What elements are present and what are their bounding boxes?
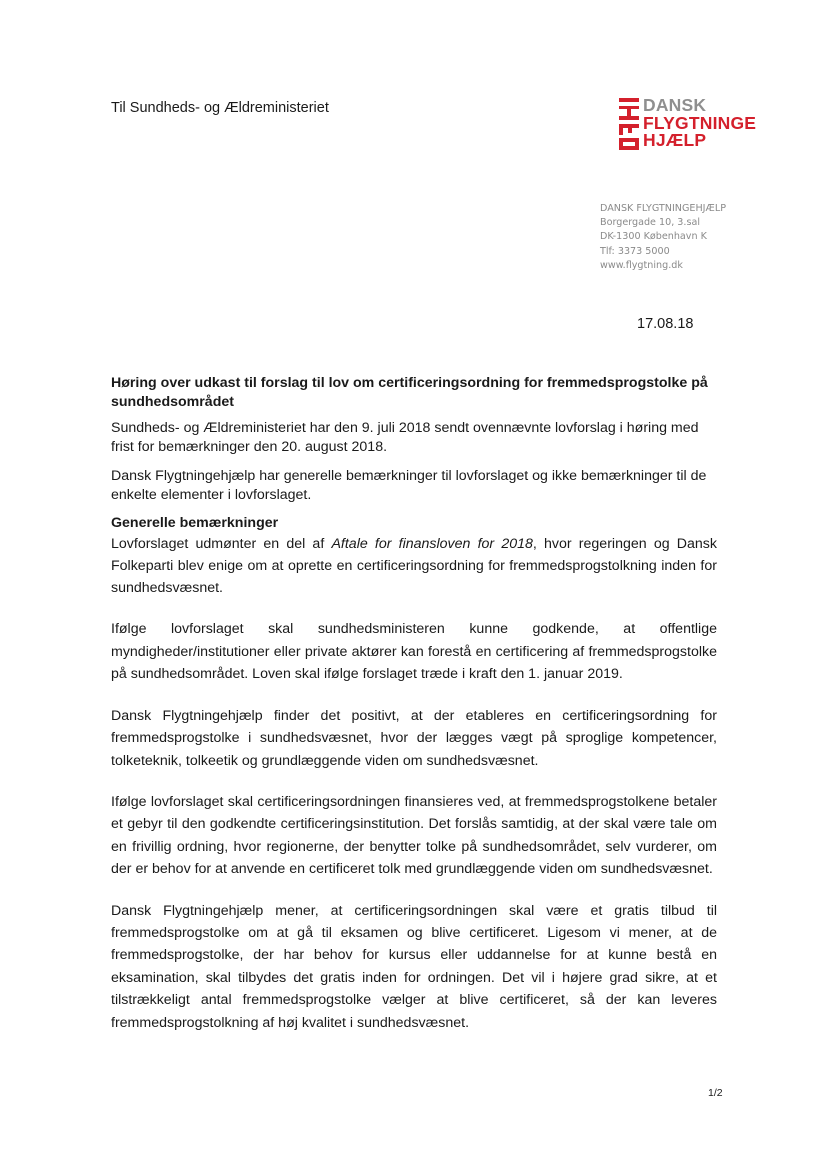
recipient-line: Til Sundheds- og Ældreministeriet <box>111 100 329 116</box>
body-paragraph-3: Ifølge lovforslaget skal certificeringsordningen finansieres ved, at fremmedsprogstolkene betaler et gebyr til den godkendte certificeringsinstitution. Det forslås samtidig, at der skal være tale om en frivillig ordning, hvor regionerne, der benytter tolke på sundhedsområdet, selv vurderer, om der er behov for at anvende en certificeret tolk med grundlæggende viden om sundhedsvæsnet. <box>111 793 717 878</box>
letter-body <box>111 374 717 1034</box>
letter-heading: Høring over udkast til forslag til lov om certificeringsordning for fremmedsprogstolke på sundhedsområdet <box>111 375 708 410</box>
section-intro-after: , hvor regeringen og Dansk Folkeparti blev enige om at oprette en certificeringsordning for fremmedsprogstolkning inden for sundhedsvæsnet. <box>111 536 717 597</box>
dfh-logo-mark-icon <box>618 97 640 151</box>
logo-line-flygtninge: FLYGTNINGE <box>643 112 757 133</box>
body-paragraph-1: Ifølge lovforslaget skal sundhedsministeren kunne godkende, at offentlige myndigheder/institutioner eller private aktører kan forestå en certificering af fremmedsprogstolke på sundhedsområdet. Loven skal ifølge forslaget træde i kraft den 1. januar 2019. <box>111 621 717 683</box>
sender-address <box>600 202 726 273</box>
letter-date: 17.08.18 <box>637 316 694 332</box>
sender-phone: Tlf: 3373 5000 <box>600 245 670 257</box>
body-paragraph-4: Dansk Flygtningehjælp mener, at certificeringsordningen skal være et gratis tilbud til fremmedsprogstolke om at gå til eksamen og blive certificeret. Ligesom vi mener, at de fremmedsprogstolke, der har behov for kursus eller uddannelse for at kunne bestå en eksamination, skal tilbydes det gratis inden for ordningen. Det vil i højere grad sikre, at et tilstrækkeligt antal fremmedsprogstolke vælger at blive certificeret, så der kan leveres fremmedsprogstolkning af høj kvalitet i sundhedsvæsnet. <box>111 902 717 1031</box>
intro-paragraph-1: Sundheds- og Ældreministeriet har den 9. juli 2018 sendt ovennævnte lovforslag i høring med frist for bemærkninger den 20. august 2018. <box>111 420 699 456</box>
logo-line-hjaelp: HJÆLP <box>643 130 707 150</box>
sender-city: DK-1300 København K <box>600 231 707 243</box>
section-title: Generelle bemærkninger <box>111 515 279 532</box>
dfh-logo <box>618 97 768 153</box>
sender-street: Borgergade 10, 3.sal <box>600 217 701 229</box>
body-paragraph-2: Dansk Flygtningehjælp finder det positivt, at der etableres en certificeringsordning for fremmedsprogstolke i sundhedsvæsnet, hvor der lægges vægt på sproglige kompetencer, tolketeknik, tolkeetik og grundlæggende viden om sundhedsvæsnet. <box>111 707 717 769</box>
sender-web-link[interactable]: www.flygtning.dk <box>600 259 683 271</box>
intro-paragraph-2: Dansk Flygtningehjælp har generelle bemærkninger til lovforslaget og ikke bemærkninger til de enkelte elementer i lovforslaget. <box>111 467 707 503</box>
logo-line-dansk: DANSK <box>643 95 707 115</box>
page-number: 1/2 <box>708 1087 723 1099</box>
sender-name: DANSK FLYGTNINGEHJÆLP <box>600 203 726 214</box>
agreement-title: Aftale for finansloven for 2018 <box>331 536 533 553</box>
section-intro-paragraph <box>111 533 717 599</box>
section-intro-before: Lovforslaget udmønter en del af <box>111 536 332 553</box>
